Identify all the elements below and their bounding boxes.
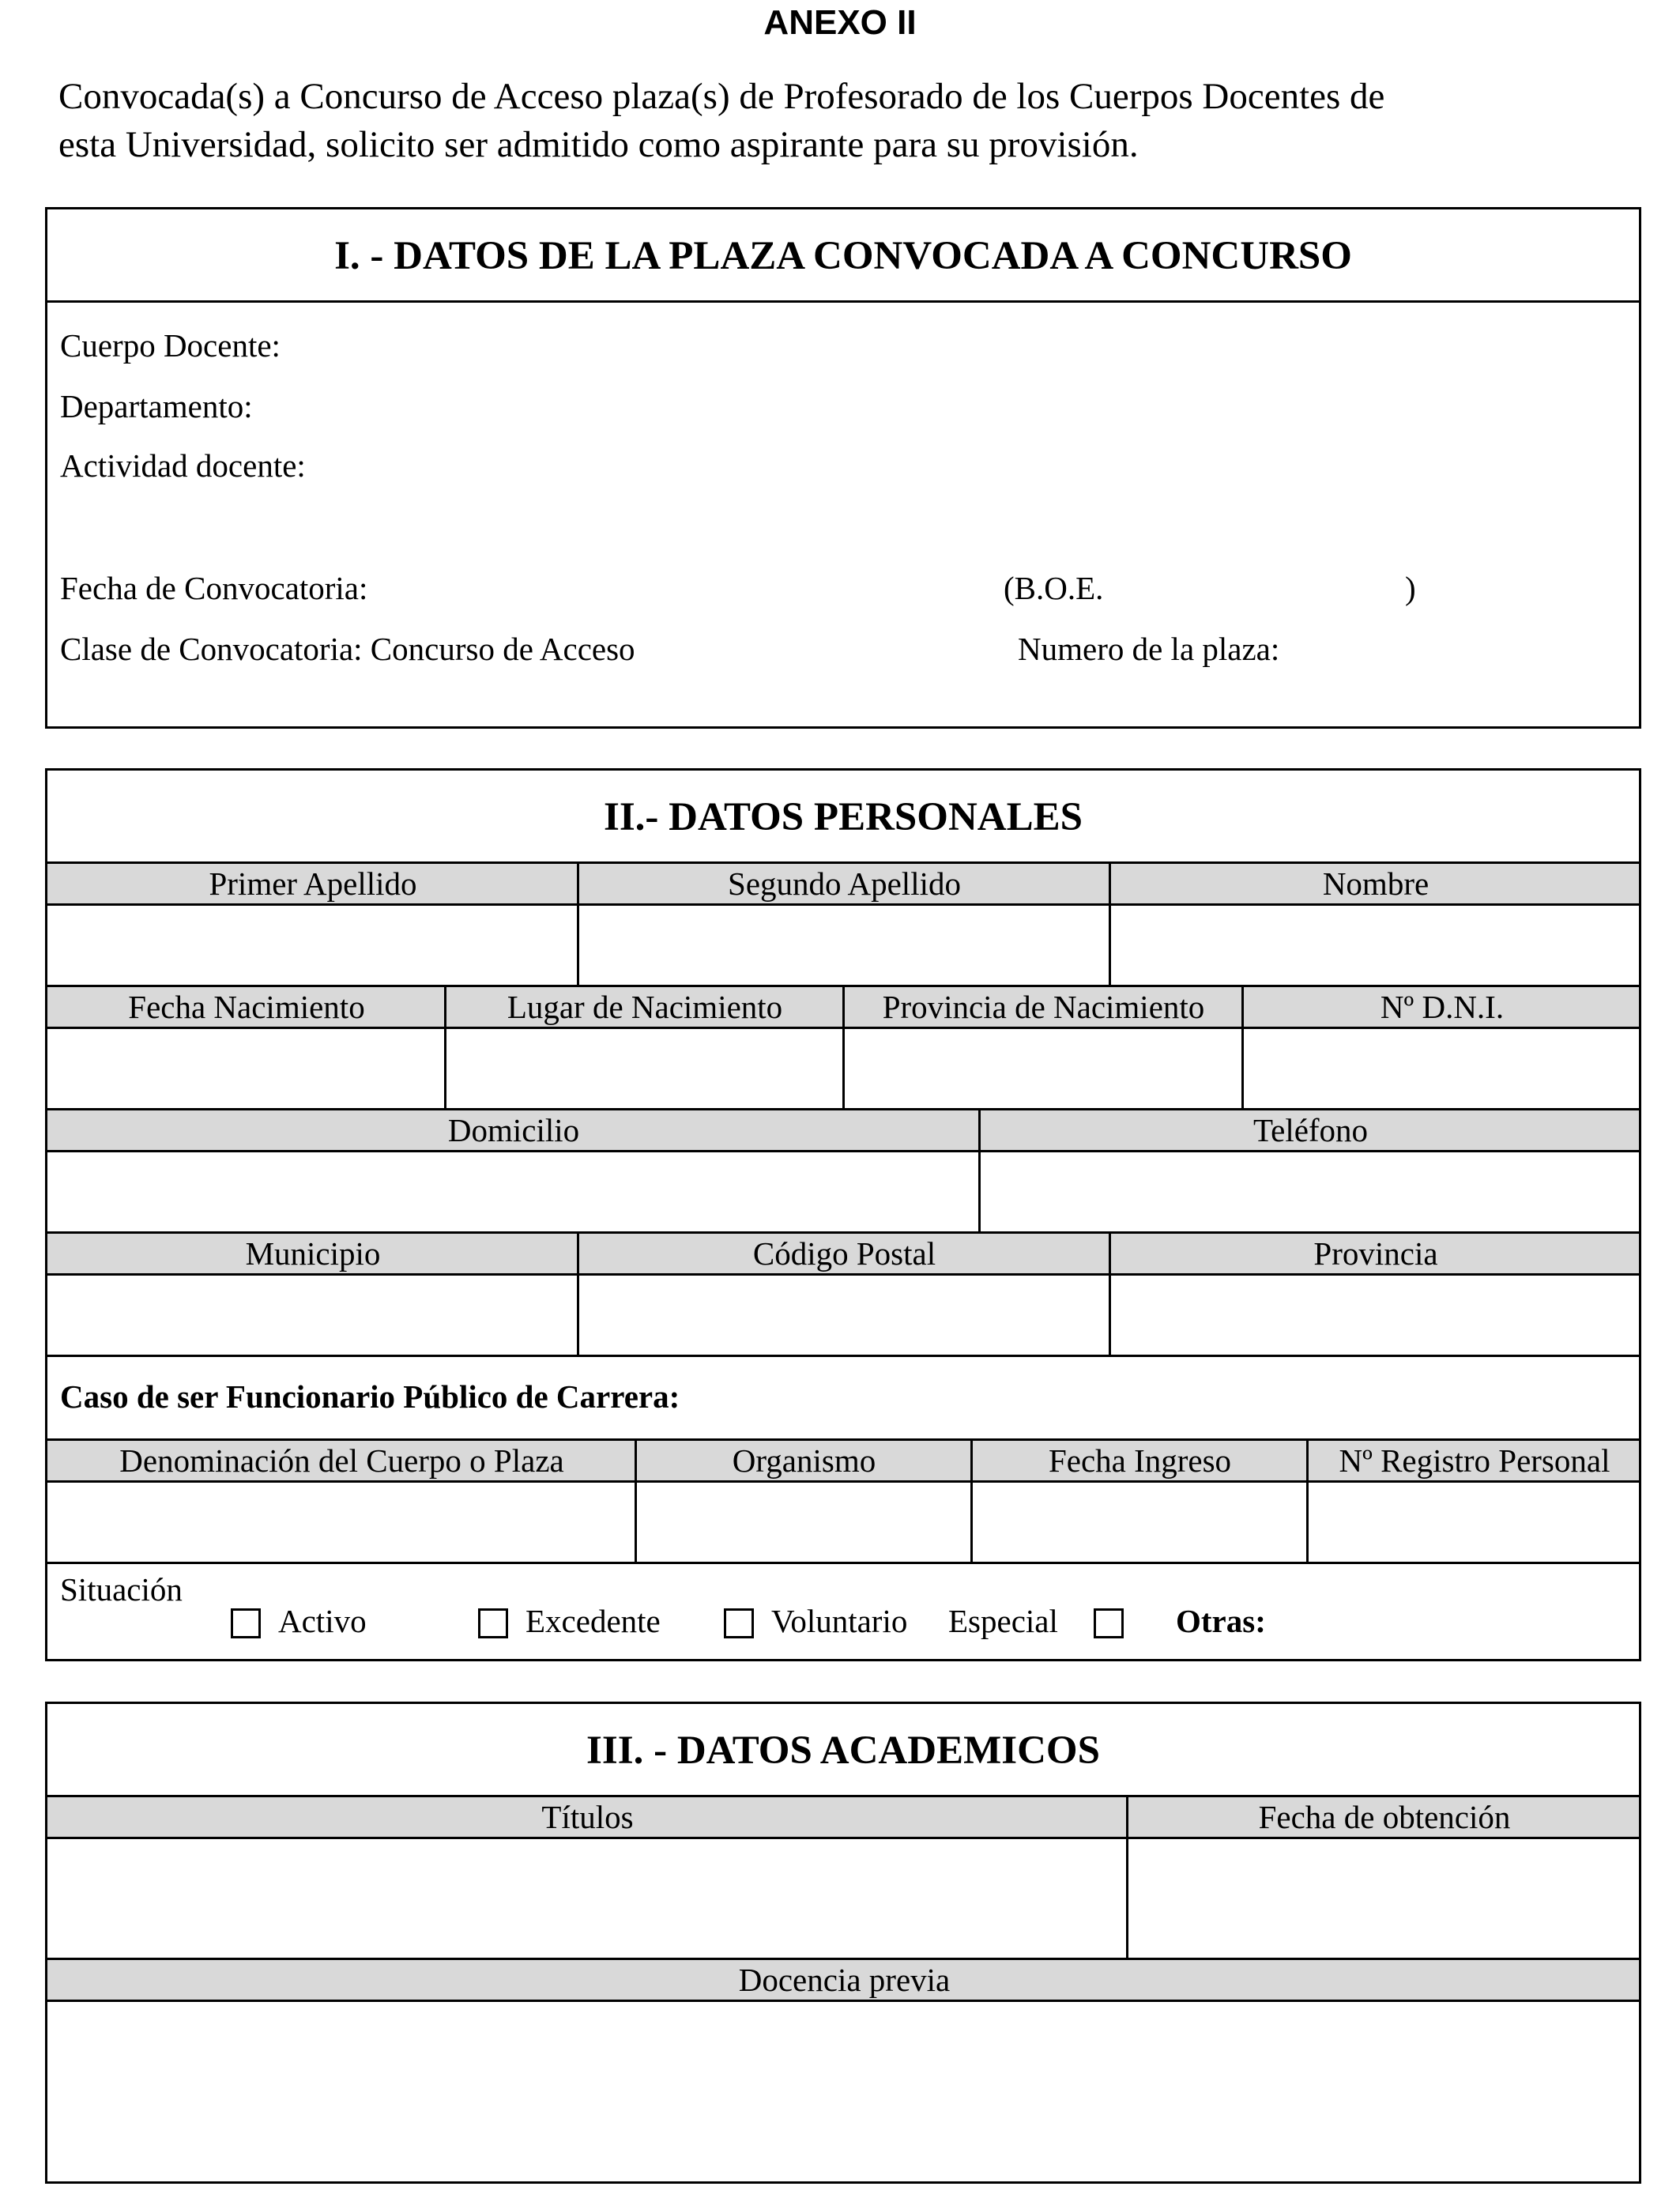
page-title: ANEXO II	[763, 3, 917, 42]
docencia-previa-field[interactable]	[47, 2002, 1641, 2180]
funcionario-label: Caso de ser Funcionario Público de Carrera:	[60, 1378, 680, 1415]
numero-plaza-label: Numero de la plaza:	[1018, 631, 1280, 667]
provincia-field[interactable]	[1110, 1276, 1641, 1355]
header-registro-personal: Nº Registro Personal	[1339, 1442, 1610, 1479]
clase-convocatoria-label: Clase de Convocatoria: Concurso de Acceso	[60, 631, 635, 667]
header-nombre: Nombre	[1322, 865, 1430, 902]
intro-line-2: esta Universidad, solicito ser admitido como aspirante para su provisión.	[58, 124, 1139, 165]
header-denominacion-cuerpo: Denominación del Cuerpo o Plaza	[119, 1442, 564, 1479]
section-datos-personales	[45, 768, 1641, 1661]
voluntario-checkbox[interactable]	[724, 1608, 754, 1638]
voluntario-label: Voluntario	[771, 1603, 908, 1639]
fecha-convocatoria-label: Fecha de Convocatoria:	[60, 570, 368, 606]
domicilio-field[interactable]	[47, 1152, 980, 1231]
intro-paragraph	[58, 73, 1623, 169]
intro-line-1: Convocada(s) a Concurso de Acceso plaza(s) de Profesorado de los Cuerpos Docentes de	[58, 76, 1385, 117]
activo-checkbox[interactable]	[231, 1608, 261, 1638]
header-docencia-previa: Docencia previa	[738, 1962, 951, 1998]
organismo-field[interactable]	[636, 1483, 972, 1562]
lugar-nacimiento-field[interactable]	[446, 1029, 844, 1108]
excedente-label: Excedente	[525, 1603, 661, 1639]
header-municipio: Municipio	[245, 1235, 381, 1272]
header-primer-apellido: Primer Apellido	[209, 865, 417, 902]
section-plaza	[45, 207, 1641, 729]
boe-open-label: (B.O.E.	[1004, 570, 1104, 606]
actividad-docente-label: Actividad docente:	[60, 447, 306, 484]
departamento-label: Departamento:	[60, 388, 253, 424]
especial-checkbox[interactable]	[1094, 1608, 1124, 1638]
denominacion-cuerpo-field[interactable]	[47, 1483, 636, 1562]
header-segundo-apellido: Segundo Apellido	[728, 865, 961, 902]
dni-field[interactable]	[1243, 1029, 1641, 1108]
municipio-field[interactable]	[47, 1276, 578, 1355]
fecha-obtencion-field[interactable]	[1128, 1839, 1641, 1958]
header-organismo: Organismo	[732, 1442, 876, 1479]
header-codigo-postal: Código Postal	[752, 1235, 936, 1272]
section-datos-academicos-title: III. - DATOS ACADEMICOS	[586, 1728, 1100, 1773]
situacion-label: Situación	[60, 1571, 183, 1608]
header-titulos: Títulos	[541, 1799, 634, 1835]
header-fecha-ingreso: Fecha Ingreso	[1048, 1442, 1232, 1479]
section-datos-academicos	[45, 1702, 1641, 2184]
header-fecha-nacimiento: Fecha Nacimiento	[128, 989, 365, 1025]
fecha-nacimiento-field[interactable]	[47, 1029, 446, 1108]
excedente-checkbox[interactable]	[478, 1608, 508, 1638]
header-telefono: Teléfono	[1252, 1112, 1369, 1148]
section-datos-personales-title: II.- DATOS PERSONALES	[603, 795, 1083, 839]
registro-personal-field[interactable]	[1308, 1483, 1641, 1562]
titulos-field[interactable]	[47, 1839, 1128, 1958]
header-provincia: Provincia	[1313, 1235, 1438, 1272]
nombre-field[interactable]	[1110, 906, 1641, 985]
boe-close-label: )	[1405, 570, 1416, 606]
header-dni: Nº D.N.I.	[1380, 989, 1505, 1025]
section-plaza-title: I. - DATOS DE LA PLAZA CONVOCADA A CONCURSO	[334, 234, 1352, 278]
telefono-field[interactable]	[980, 1152, 1641, 1231]
header-lugar-nacimiento: Lugar de Nacimiento	[507, 989, 783, 1025]
activo-label: Activo	[278, 1603, 367, 1639]
codigo-postal-field[interactable]	[578, 1276, 1110, 1355]
header-domicilio: Domicilio	[447, 1112, 580, 1148]
fecha-ingreso-field[interactable]	[972, 1483, 1308, 1562]
especial-label: Especial	[948, 1603, 1058, 1639]
provincia-nacimiento-field[interactable]	[844, 1029, 1243, 1108]
header-provincia-nacimiento: Provincia de Nacimiento	[882, 989, 1205, 1025]
primer-apellido-field[interactable]	[47, 906, 578, 985]
segundo-apellido-field[interactable]	[578, 906, 1110, 985]
otras-label: Otras:	[1176, 1603, 1266, 1639]
header-fecha-obtencion: Fecha de obtención	[1258, 1799, 1511, 1835]
cuerpo-docente-label: Cuerpo Docente:	[60, 327, 281, 364]
